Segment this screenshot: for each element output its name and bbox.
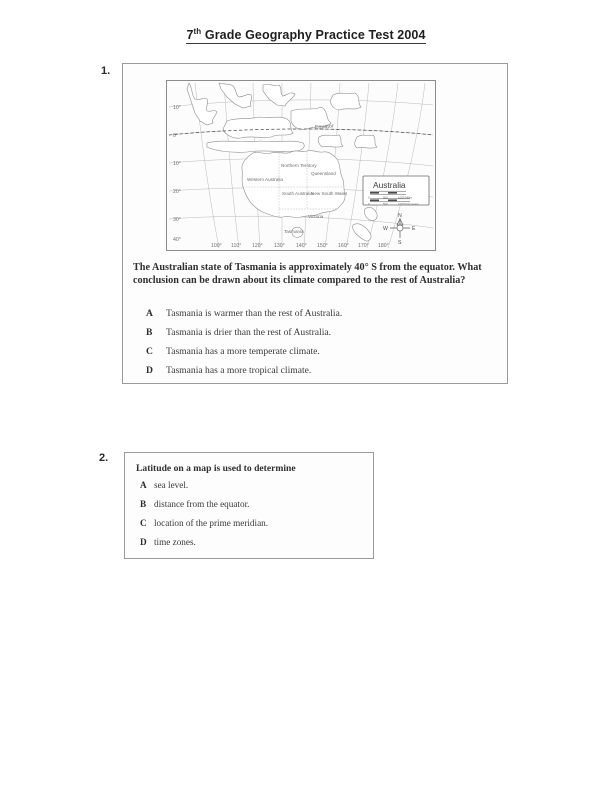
title-ordinal-suffix: th bbox=[193, 26, 202, 36]
svg-text:100°: 100° bbox=[211, 243, 222, 249]
svg-text:170°: 170° bbox=[358, 243, 369, 249]
svg-text:120°: 120° bbox=[252, 243, 263, 249]
choice-text: Tasmania has a more temperate climate. bbox=[166, 346, 320, 357]
svg-text:500: 500 bbox=[383, 202, 388, 206]
svg-text:10°: 10° bbox=[173, 105, 181, 111]
question-1-stem: The Australian state of Tasmania is approximately 40° S from the equator. What conclusion can be drawn about its climate compared to the rest of Australia? bbox=[133, 262, 482, 287]
map-label-queensland: Queensland bbox=[311, 171, 336, 176]
svg-text:20°: 20° bbox=[173, 189, 181, 195]
map-label-tasmania: Tasmania bbox=[284, 229, 304, 234]
svg-text:140°: 140° bbox=[296, 243, 307, 249]
choice-letter: A bbox=[140, 480, 147, 490]
new-zealand-islands bbox=[353, 207, 378, 241]
page-title bbox=[0, 28, 612, 44]
svg-text:0°: 0° bbox=[173, 133, 178, 139]
map-legend bbox=[363, 176, 429, 206]
equator-line bbox=[169, 129, 433, 135]
svg-text:10°: 10° bbox=[173, 161, 181, 167]
compass-west: W bbox=[383, 226, 388, 232]
choice-text: location of the prime meridian. bbox=[154, 518, 269, 528]
map-latitude-labels bbox=[173, 105, 181, 243]
question-2-choice-c[interactable] bbox=[140, 518, 268, 528]
svg-text:150°: 150° bbox=[317, 243, 328, 249]
compass-south: S bbox=[398, 240, 402, 246]
compass-north: N bbox=[398, 213, 402, 219]
svg-text:130°: 130° bbox=[274, 243, 285, 249]
choice-letter: D bbox=[140, 537, 147, 547]
map-label-equator: Equator bbox=[314, 123, 334, 131]
svg-text:30°: 30° bbox=[173, 217, 181, 223]
choice-text: distance from the equator. bbox=[154, 499, 250, 509]
map-label-northern-territory: Northern Territory bbox=[281, 163, 317, 168]
question-1-number: 1. bbox=[101, 65, 111, 77]
map-longitude-labels bbox=[211, 243, 389, 249]
choice-letter: D bbox=[146, 365, 153, 376]
question-1-choice-c[interactable] bbox=[146, 346, 320, 357]
choice-text: Tasmania is warmer than the rest of Australia. bbox=[166, 308, 343, 319]
choice-letter: C bbox=[146, 346, 153, 357]
map-label-western-australia: Western Australia bbox=[247, 177, 283, 182]
choice-text: sea level. bbox=[154, 480, 189, 490]
legend-title: Australia bbox=[373, 180, 406, 190]
choice-letter: C bbox=[140, 518, 147, 528]
choice-text: time zones. bbox=[154, 537, 196, 547]
map-label-south-australia: South Australia bbox=[282, 191, 313, 196]
svg-text:0: 0 bbox=[368, 202, 370, 206]
choice-text: Tasmania has a more tropical climate. bbox=[166, 365, 312, 376]
title-main-text: Grade Geography Practice Test 2004 bbox=[201, 28, 426, 42]
australia-mainland bbox=[242, 150, 345, 217]
question-1-choice-a[interactable] bbox=[146, 308, 342, 319]
svg-text:0: 0 bbox=[368, 195, 370, 200]
compass-east: E bbox=[412, 226, 416, 232]
question-2-choice-b[interactable] bbox=[140, 499, 249, 509]
svg-text:160°: 160° bbox=[338, 243, 349, 249]
svg-text:40°: 40° bbox=[173, 237, 181, 243]
question-2-choice-d[interactable] bbox=[140, 537, 196, 547]
question-2-number: 2. bbox=[99, 452, 109, 464]
choice-letter: A bbox=[146, 308, 153, 319]
svg-text:1000 Miles: 1000 Miles bbox=[398, 195, 412, 200]
title-grade-number: 7 bbox=[186, 28, 194, 42]
svg-text:110°: 110° bbox=[231, 243, 242, 249]
choice-letter: B bbox=[140, 499, 147, 509]
compass-rose bbox=[383, 213, 416, 246]
svg-text:1000 Kilometers: 1000 Kilometers bbox=[398, 202, 419, 206]
svg-text:500: 500 bbox=[383, 195, 388, 200]
question-2-stem: Latitude on a map is used to determine bbox=[136, 463, 296, 474]
map-label-new-south-wales: New South Wales bbox=[311, 191, 348, 196]
svg-text:180°: 180° bbox=[378, 243, 389, 249]
question-1-choice-d[interactable] bbox=[146, 365, 311, 376]
question-1-choice-b[interactable] bbox=[146, 327, 331, 338]
choice-text: Tasmania is drier than the rest of Australia. bbox=[166, 327, 332, 338]
choice-letter: B bbox=[146, 327, 153, 338]
map-label-victoria: Victoria bbox=[308, 214, 324, 219]
question-2-choice-a[interactable] bbox=[140, 480, 188, 490]
australia-map-figure bbox=[166, 80, 436, 251]
